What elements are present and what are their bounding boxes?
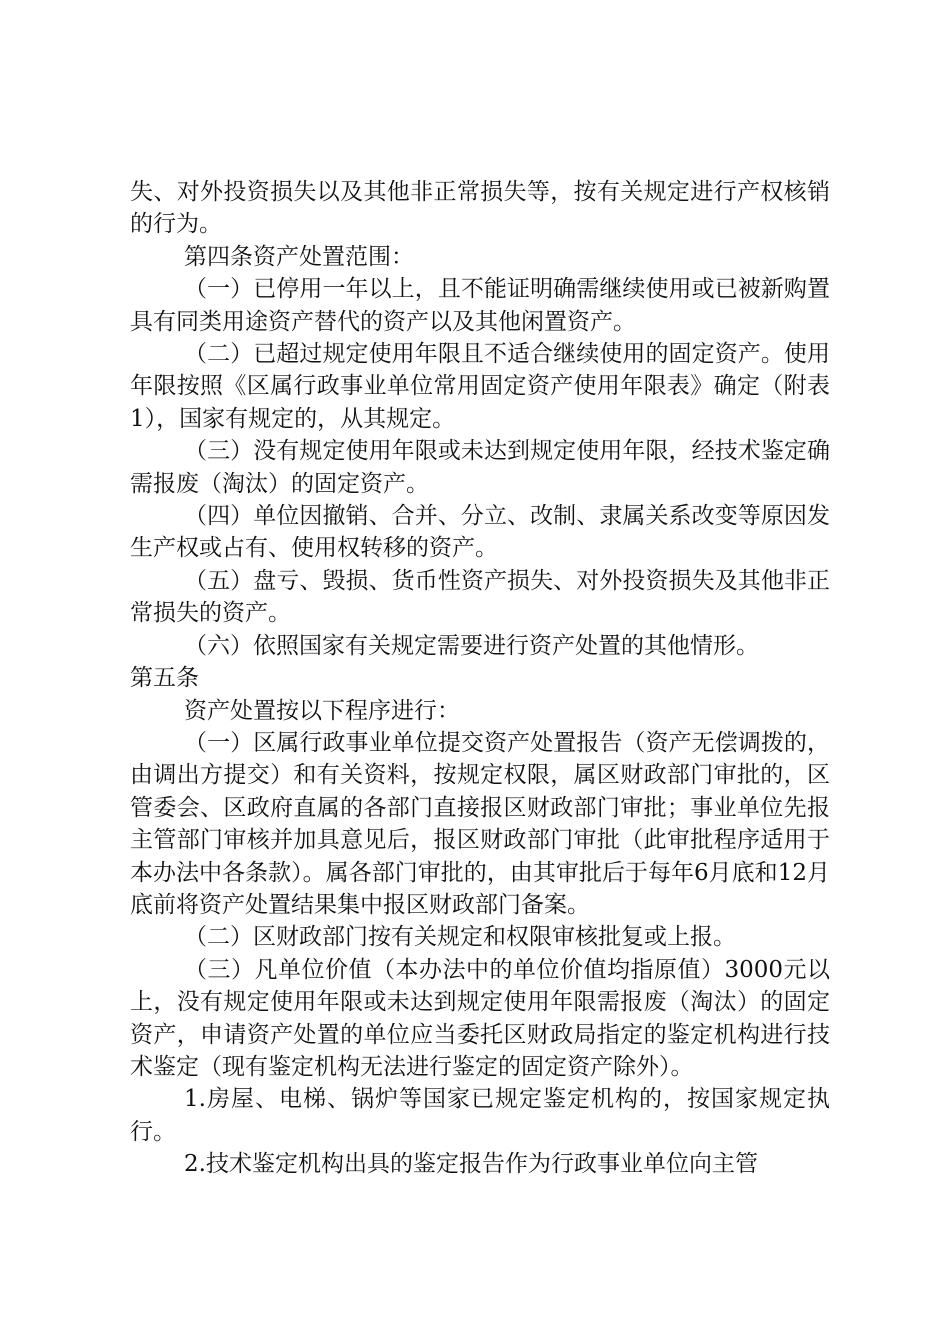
article-5-heading: 第五条 <box>130 665 199 692</box>
article-4-heading: 第四条资产处置范围： <box>184 243 414 270</box>
article-4-item-3: （三）没有规定使用年限或未达到规定使用年限，经技术鉴定确需报废（淘汰）的固定资产。 <box>130 438 830 497</box>
article-4-item-5: （五）盘亏、毁损、货币性资产损失、对外投资损失及其他非正常损失的资产。 <box>130 567 830 627</box>
article-4-item-4: （四）单位因撤销、合并、分立、改制、隶属关系改变等原因发生产权或占有、使用权转移的资产。 <box>130 503 830 562</box>
article-4-item-2: （二）已超过规定使用年限且不适合继续使用的固定资产。使用年限按照《区属行政事业单位常用固定资产使用年限表》确定（附表1），国家有规定的，从其规定。 <box>130 341 830 432</box>
article-4-item-1: （一）已停用一年以上，且不能证明确需继续使用或已被新购置具有同类用途资产替代的资产以及其他闲置资产。 <box>130 276 830 335</box>
article-5-subitem-2: 2.技术鉴定机构出具的鉴定报告作为行政事业单位向主管 <box>184 1151 758 1178</box>
article-4-item-6: （六）依照国家有关规定需要进行资产处置的其他情形。 <box>184 632 759 659</box>
article-5-item-2: （二）区财政部门按有关规定和权限审核批复或上报。 <box>184 924 736 951</box>
article-5-subitem-1: 1.房屋、电梯、锅炉等国家已规定鉴定机构的，按国家规定执行。 <box>130 1086 830 1145</box>
document-body <box>130 176 830 1181</box>
article-5-item-3: （三）凡单位价值（本办法中的单位价值均指原值）3000元以上，没有规定使用年限或未达到规定使用年限需报废（淘汰）的固定资产，申请资产处置的单位应当委托区财政局指定的鉴定机构进行技术鉴定（现有鉴定机构无法进行鉴定的固定资产除外）。 <box>130 956 830 1080</box>
article-5-intro: 资产处置按以下程序进行： <box>184 697 460 724</box>
article-5-item-1: （一）区属行政事业单位提交资产处置报告（资产无偿调拨的，由调出方提交）和有关资料，按规定权限，属区财政部门审批的，区管委会、区政府直属的各部门直接报区财政部门审批；事业单位先报主管部门审核并加具意见后，报区财政部门审批（此审批程序适用于本办法中各条款）。属各部门审批的，由其审批后于每年6月底和12月底前将资产处置结果集中报区财政部门备案。 <box>130 729 830 918</box>
paragraph-continuation: 失、对外投资损失以及其他非正常损失等，按有关规定进行产权核销的行为。 <box>130 179 830 238</box>
